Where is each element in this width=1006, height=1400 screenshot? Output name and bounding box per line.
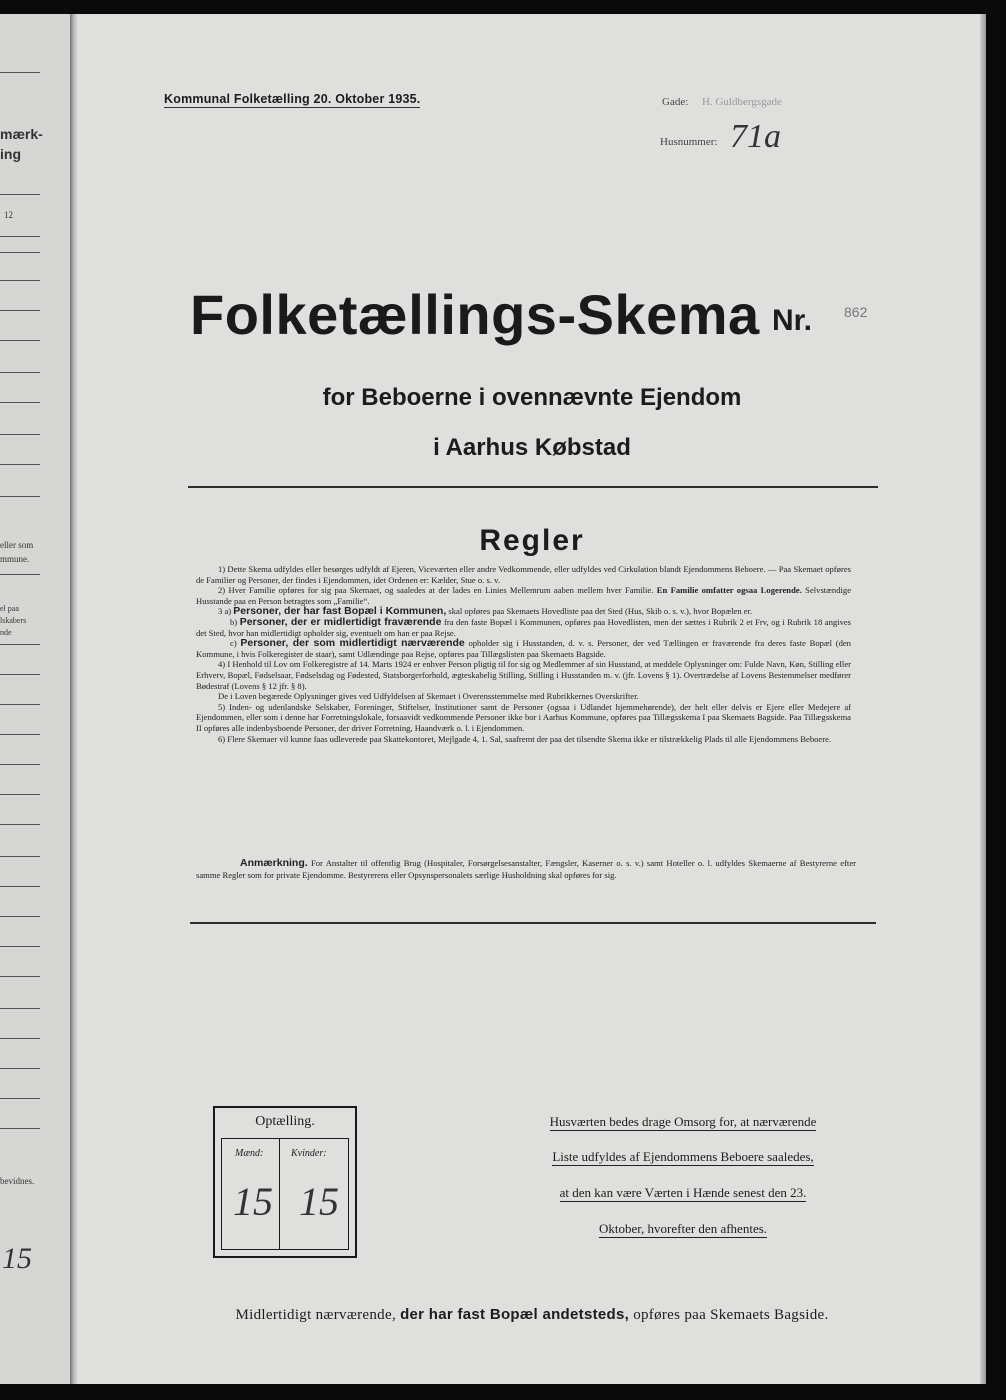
left-rule (0, 704, 40, 705)
left-rule (0, 372, 40, 373)
left-rule (0, 644, 40, 645)
form-number-value: 862 (844, 304, 868, 320)
form-subtitle: for Beboerne i ovennævnte Ejendom (322, 384, 742, 411)
house-number-label: Husnummer: (660, 136, 718, 148)
count-box (213, 1106, 357, 1258)
left-rule (0, 280, 40, 281)
left-fragment: ing (0, 146, 21, 162)
left-fragment: 12 (4, 210, 13, 220)
left-rule (0, 496, 40, 497)
left-rule (0, 1008, 40, 1009)
left-rule (0, 946, 40, 947)
footer-note: Midlertidigt nærværende, der har fast Bopæl andetsteds, opføres paa Skemaets Bagside. (235, 1306, 829, 1323)
left-rule (0, 464, 40, 465)
rule-3c: c) Personer, der som midlertidigt nærværende opholder sig i Husstanden, d. v. s. Personer, der ved Tællingen er fraværende fra deres faste Bopæl (den Kommune, i hvis Folkeregister de staar), samt Udlændinge paa Rejse, opføres paa Tillægslisten paa Skemaets Bagside. (196, 637, 851, 659)
left-rule (0, 340, 40, 341)
note-text: For Anstalter til offentlig Brug (Hospitaler, Forsørgelsesanstalter, Fængsler, Kaserner o. s. v.) samt Hoteller o. l. udfyldes Skemaerne af Bestyrerne efter samme Regler som for private Ejendomme. Bestyrerens eller Opsynspersonalets særlige Husholdning skal opføres for sig. (196, 858, 856, 880)
street-value: H. Guldbergsgade (702, 96, 782, 108)
divider (188, 486, 878, 488)
left-fragment: lskabers (0, 616, 27, 625)
men-label: Mænd: (235, 1148, 264, 1159)
house-number-value: 71a (730, 118, 781, 155)
form-number-label: Nr. (772, 304, 813, 337)
rule-5: 5) Inden- og udenlandske Selskaber, Foreninger, Stiftelser, Institutioner samt de Personer (ogsaa i Udlandet hjemmehørende), der helt eller delvis er Ejere eller Medejere af Ejendommen, eller som i denne har Forretningslokale, forsaavidt vedkommende Personer ikke bor i Aarhus Kommune, opføres paa Tillægsskema I paa Skemaets Bagside. Paa Tillægsskema II opføres alle indenbysboende Personer, der driver Forretning, Haandværk o. l. i Ejendommen. (196, 701, 851, 733)
left-rule (0, 794, 40, 795)
street-label: Gade: (662, 96, 689, 108)
left-rule (0, 574, 40, 575)
left-rule (0, 310, 40, 311)
census-form-page (78, 14, 986, 1384)
page-edge (980, 14, 986, 1384)
left-rule (0, 976, 40, 977)
left-rule (0, 434, 40, 435)
left-rule (0, 916, 40, 917)
left-rule (0, 856, 40, 857)
left-rule (0, 674, 40, 675)
women-count: 15 (299, 1179, 339, 1224)
rule-6: 6) Flere Skemaer vil kunne faas udleverede paa Skattekontoret, Mejlgade 4, 1. Sal, saafremt der paa det tilsendte Skema ikke er tilstrækkelig Plads til alle Ejendommens Beboere. (218, 733, 832, 744)
left-fragment: bevidnes. (0, 1176, 35, 1186)
rules-text (196, 564, 851, 744)
men-count: 15 (233, 1179, 273, 1224)
note (196, 857, 856, 881)
rule-3a: 3 a) Personer, der har fast Bopæl i Kommunen, skal opføres paa Skemaets Hovedliste paa det Sted (Hus, Skib o. s. v.), hvor Bopælen er. (218, 605, 753, 618)
left-rule (0, 402, 40, 403)
census-label: Kommunal Folketælling 20. Oktober 1935. (164, 92, 421, 106)
landlord-line: Liste udfyldes af Ejendommens Beboere saaledes, (552, 1149, 814, 1164)
left-rule (0, 824, 40, 825)
left-rule (0, 252, 40, 253)
count-title: Optælling. (255, 1114, 315, 1129)
left-rule (0, 1098, 40, 1099)
landlord-line: Husværten bedes drage Omsorg for, at nærværende (549, 1114, 817, 1129)
left-rule (0, 1068, 40, 1069)
note-label: Anmærkning. (240, 857, 308, 869)
left-rule (0, 886, 40, 887)
landlord-line: Oktober, hvorefter den afhentes. (598, 1221, 768, 1236)
left-rule (0, 236, 40, 237)
form-subtitle-city: i Aarhus Købstad (433, 434, 631, 461)
left-rule (0, 72, 40, 73)
left-rule (0, 1038, 40, 1039)
left-rule (0, 764, 40, 765)
divider (190, 922, 876, 924)
landlord-line: at den kan være Værten i Hænde senest den 23. (559, 1185, 807, 1200)
left-fragment: eller som (0, 540, 34, 550)
left-rule (0, 1128, 40, 1129)
rule-4: 4) I Henhold til Lov om Folkeregistre af 14. Marts 1924 er enhver Person pligtig til for sig og Medlemmer af sin Husstand, at meddele Oplysninger om: Fulde Navn, Køn, Stilling eller Erhverv, Bopæl, Fødselsaar, Fødselsdag og Fødested, Statsborgerforhold, ægteskabelig Stilling, Stilling i Husstanden m. v. (jfr. Lovens § 1). Overtrædelse af Lovens Bestemmelser medfører Bødestraf (Lovens § 12 jfr. § 8). (196, 659, 851, 691)
form-title: Folketællings-Skema (190, 283, 760, 346)
left-facing-page (0, 14, 76, 1384)
rules-heading: Regler (479, 524, 585, 557)
rule-4b: De i Loven begærede Oplysninger gives ved Udfyldelsen af Skemaet i Overensstemmelse med Rubrikkernes Overskrifter. (218, 691, 639, 702)
rule-1: 1) Dette Skema udfyldes eller besørges udfyldt af Ejeren, Viceværten eller andre Vedkommende, eller udfyldes ved Cirkulation blandt Ejendommens Beboere. — Paa Skemaet opføres de Familier og Personer, der findes i Ejendommen, idet Ordenen er: Kælder, Stue o. s. v. (196, 564, 851, 585)
left-fragment: el paa (0, 604, 19, 613)
left-rule (0, 194, 40, 195)
rule-3b: b) Personer, der er midlertidigt fraværende fra den faste Bopæl i Kommunen, opføres paa Hovedlisten, men der sættes i Rubrik 2 et Frv, og i Rubrik 18 angives det Sted, hvor han midlertidigt opholder sig, eventuelt om han er paa Rejse. (196, 615, 852, 638)
left-handwritten-number: 15 (2, 1242, 32, 1275)
rule-2: 2) Hver Familie opføres for sig paa Skemaet, og saaledes at der lades en Linies Mellemrum aaben mellem hver Familie. En Familie omfatter ogsaa Logerende. Selvstændige Husstande paa en Person betragtes som „Familie“. (196, 585, 852, 606)
left-fragment: mærk- (0, 126, 43, 142)
left-fragment: mmune. (0, 554, 30, 564)
left-fragment: nde (0, 628, 12, 637)
women-label: Kvinder: (291, 1148, 327, 1159)
left-rule (0, 734, 40, 735)
book-spine (70, 14, 78, 1384)
